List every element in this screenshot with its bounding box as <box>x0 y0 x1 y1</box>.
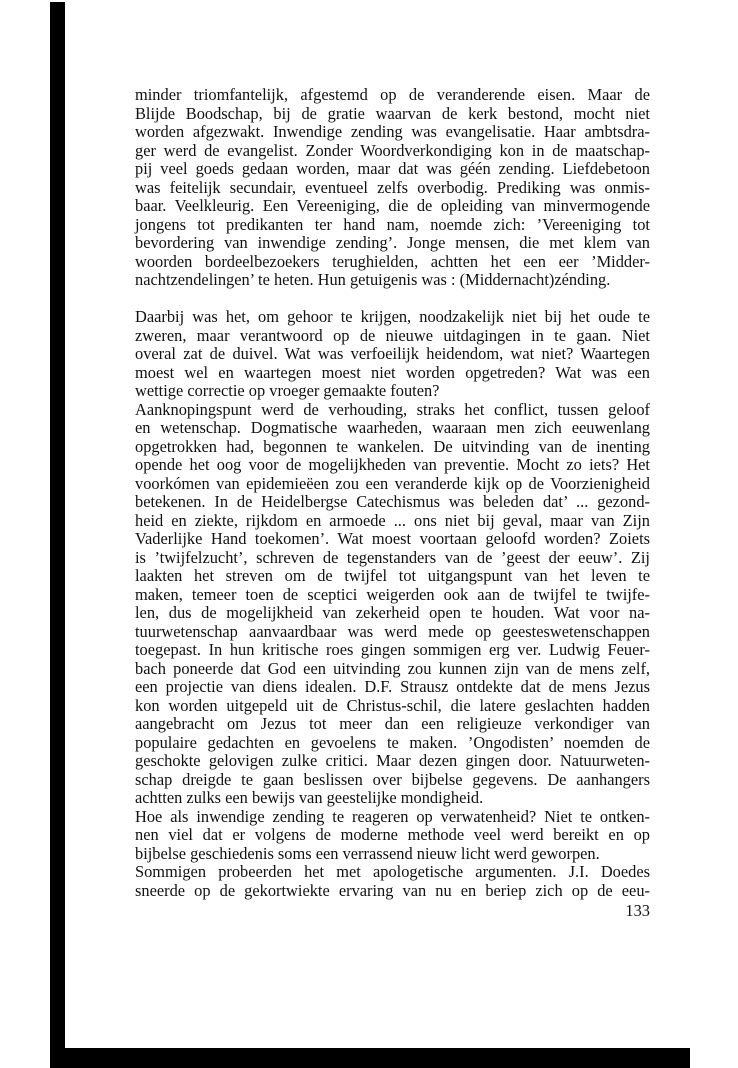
scan-edge-bottom <box>50 1048 690 1068</box>
text-line: worden afgezwakt. Inwendige zending was evangelisatie. Haar ambtsdra- <box>135 122 650 141</box>
text-line: zweren, maar verantwoord op de nieuwe uitdagingen in te gaan. Niet <box>135 325 650 345</box>
text-line: jongens tot predikanten ter hand nam, noemde zich: ’Vereeniging tot <box>135 214 650 234</box>
text-line: tuurwetenschap aanvaardbaar was werd mede op geesteswetenschappen <box>135 621 650 641</box>
text-line: baar. Veelkleurig. Een Vereeniging, die de opleiding van minvermogende <box>135 196 650 215</box>
text-line: toegepast. In hun kritische roes gingen sommigen erg ver. Ludwig Feuer- <box>135 640 650 659</box>
text-line: Blijde Boodschap, bij de gratie waarvan de kerk bestond, mocht niet <box>135 103 650 123</box>
text-line: woorden bordeelbezoekers terughielden, achtten het een eer ’Midder- <box>135 251 650 271</box>
text-line: Sommigen probeerden het met apologetische argumenten. J.I. Doedes <box>135 862 650 881</box>
text-line: laakten het streven om de twijfel tot uitgangspunt van het leven te <box>135 566 650 585</box>
text-line: is ’twijfelzucht’, schreven de tegenstanders van de ’geest der eeuw’. Zij <box>135 547 650 567</box>
paragraph-gap <box>135 290 650 309</box>
text-line: Aanknopingspunt werd de verhouding, straks het conflict, tussen geloof <box>135 399 650 419</box>
text-line: bijbelse geschiedenis soms een verrassend nieuw licht werd geworpen. <box>135 843 600 863</box>
paragraph <box>135 401 650 808</box>
text-line: bach poneerde dat God een uitvinding zou kunnen zijn van de mens zelf, <box>135 658 650 678</box>
paragraph <box>135 86 650 290</box>
text-line: len, dus de mogelijkheid van zekerheid open te houden. Wat voor na- <box>135 603 650 622</box>
text-line: heid en ziekte, rijkdom en armoede ... ons niet bij geval, maar van Zijn <box>135 510 650 530</box>
scan-edge-left <box>50 2 65 1068</box>
text-line: kon worden uitgepeld uit de Christus-schil, die latere geslachten hadden <box>135 695 650 715</box>
text-line: geschokte gelovigen zulke critici. Maar dezen gingen door. Natuurweten- <box>135 751 650 770</box>
text-line: Daarbij was het, om gehoor te krijgen, noodzakelijk niet bij het oude te <box>135 307 650 326</box>
text-line: bevordering van inwendige zending’. Jonge mensen, die met klem van <box>135 233 650 252</box>
text-line: Vaderlijke Hand toekomen’. Wat moest voortaan geloofd worden? Zoiets <box>135 529 650 548</box>
text-line: minder triomfantelijk, afgestemd op de veranderende eisen. Maar de <box>135 85 650 104</box>
text-line: voorkómen van epidemieëen zou een veranderde kijk op de Voorzienigheid <box>135 473 650 493</box>
text-line: betekenen. In de Heidelbergse Catechismus was beleden dat’ ... gezond- <box>135 492 650 511</box>
text-line: nen viel dat er volgens de moderne methode veel werd bereikt en op <box>135 825 650 844</box>
text-line: wettige correctie op vroeger gemaakte fouten? <box>135 381 440 400</box>
text-line: een projectie van diens idealen. D.F. Strausz ontdekte dat de mens Jezus <box>135 677 650 696</box>
text-line: populaire gedachten en gevoelens te maken. ’Ongodisten’ noemden de <box>135 732 650 752</box>
text-line: ger werd de evangelist. Zonder Woordverkondiging kon in de maatschap- <box>135 140 650 160</box>
text-line: moest wel en waartegen moest niet worden opgetreden? Wat was een <box>135 362 650 382</box>
text-line: sneerde op de gekortwiekte ervaring van nu en beriep zich op de eeu- <box>135 880 650 900</box>
body-text <box>135 86 650 900</box>
text-line: pij veel goeds gedaan worden, maar dat was géén zending. Liefdebetoon <box>135 159 650 178</box>
text-line: achtten zulks een bewijs van geestelijke mondigheid. <box>135 788 484 807</box>
paragraph <box>135 863 650 900</box>
text-line: en wetenschap. Dogmatische waarheden, waaraan men zich eeuwenlang <box>135 418 650 437</box>
text-line: was feitelijk secundair, eventueel zelfs overbodig. Prediking was onmis- <box>135 177 650 197</box>
text-line: Hoe als inwendige zending te reageren op verwatenheid? Niet te ontken- <box>135 806 650 826</box>
text-line: maken, temeer toen de sceptici weigerden ook aan de twijfel te twijfe- <box>135 584 650 604</box>
paragraph <box>135 308 650 401</box>
text-line: nachtzendelingen’ te heten. Hun getuigenis was : (Middernacht)zénding. <box>135 270 611 289</box>
text-line: aangebracht om Jezus tot meer dan een religieuze verkondiger van <box>135 714 650 733</box>
page-number: 133 <box>625 901 650 920</box>
text-line: schap dreigde te gaan beslissen over bijbelse gegevens. De aanhangers <box>135 769 650 789</box>
paragraph <box>135 808 650 864</box>
text-line: opgetrokken had, begonnen te wankelen. De uitvinding van de inenting <box>135 436 650 456</box>
text-line: overal zat de duivel. Wat was verfoeilijk heidendom, wat niet? Waartegen <box>135 344 650 363</box>
text-line: opende het oog voor de mogelijkheden van preventie. Mocht zo iets? Het <box>135 455 650 474</box>
